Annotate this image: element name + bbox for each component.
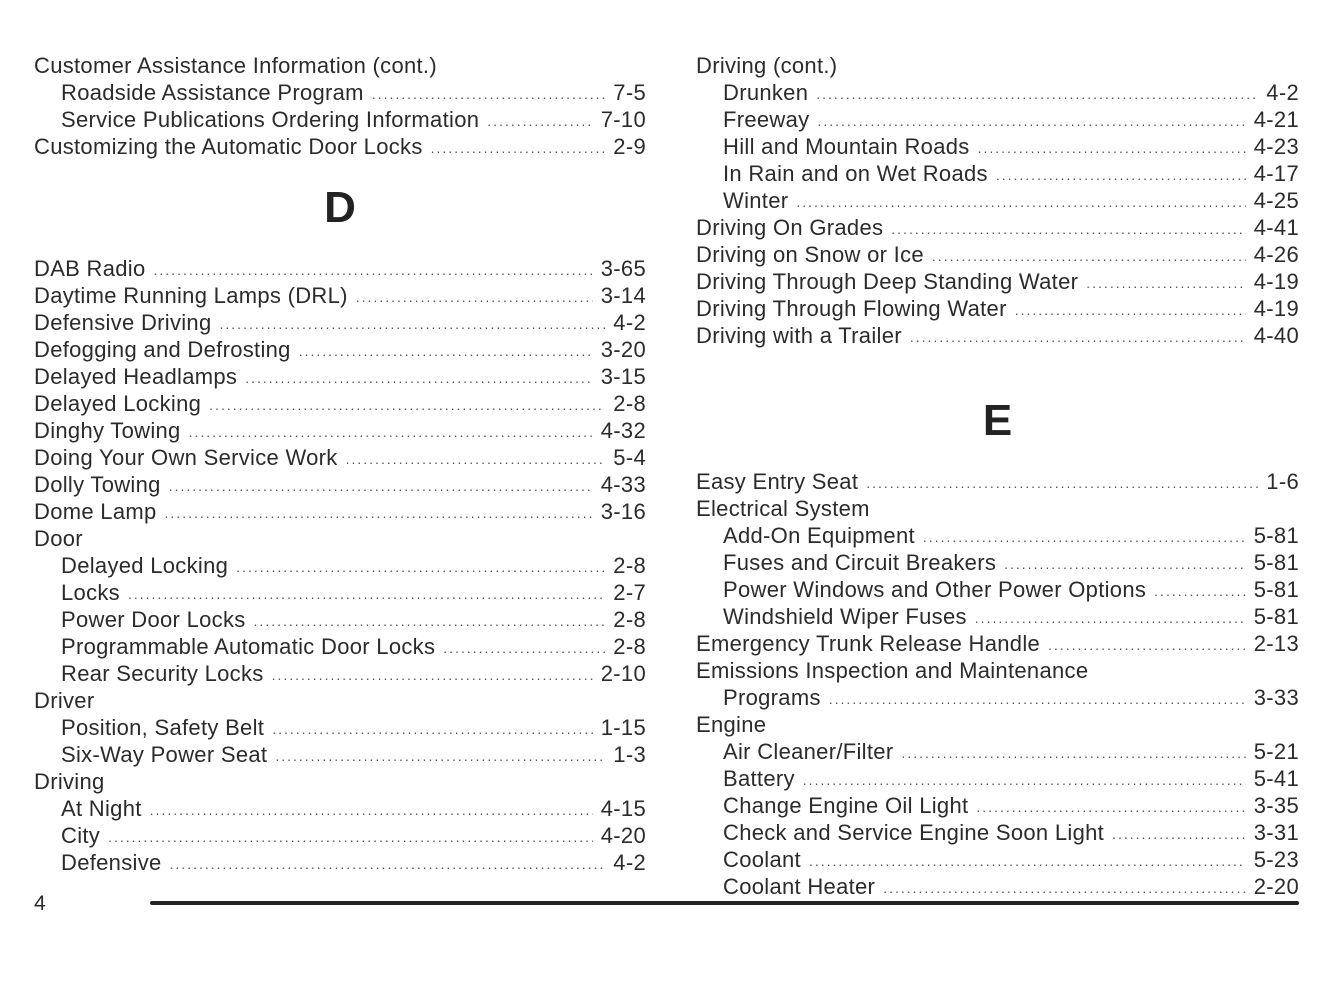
leader-dots: [154, 257, 593, 284]
index-subentry: [696, 684, 1299, 711]
index-subentry: [34, 552, 646, 579]
entry-label: Programmable Automatic Door Locks: [61, 634, 436, 659]
index-entry: [696, 295, 1299, 322]
leader-dots: [346, 446, 606, 473]
index-entry: [696, 241, 1299, 268]
leader-dots: [901, 740, 1245, 767]
entry-page-ref: 3-14: [600, 283, 646, 308]
entry-label: Emergency Trunk Release Handle: [696, 631, 1041, 656]
leader-dots: [891, 216, 1245, 243]
leader-dots: [932, 243, 1246, 270]
entry-page-ref: 4-33: [600, 472, 646, 497]
entry-label: Position, Safety Belt: [61, 715, 265, 740]
leader-dots: [275, 743, 605, 770]
leader-dots: [976, 794, 1245, 821]
index-subentry: [696, 846, 1299, 873]
entry-page-ref: 2-9: [613, 134, 646, 159]
entry-page-ref: 3-35: [1253, 793, 1299, 818]
entry-label: At Night: [61, 796, 142, 821]
entry-page-ref: 4-23: [1253, 134, 1299, 159]
index-subentry: [696, 106, 1299, 133]
entry-label: Fuses and Circuit Breakers: [723, 550, 997, 575]
entry-label: Door: [34, 526, 83, 551]
entry-label: Locks: [61, 580, 120, 605]
entry-page-ref: 4-32: [600, 418, 646, 443]
leader-dots: [910, 324, 1246, 351]
index-entry: [34, 768, 646, 795]
entry-page-ref: 3-20: [600, 337, 646, 362]
index-subentry: [696, 873, 1299, 900]
leader-dots: [245, 365, 593, 392]
leader-dots: [923, 524, 1246, 551]
leader-dots: [128, 581, 605, 608]
index-subentry: [696, 576, 1299, 603]
leader-dots: [189, 419, 593, 446]
entry-page-ref: 2-8: [613, 634, 646, 659]
index-entry: [696, 268, 1299, 295]
entry-page-ref: 4-19: [1253, 296, 1299, 321]
entry-label: Coolant: [723, 847, 801, 872]
leader-dots: [254, 608, 606, 635]
index-subentry: [696, 549, 1299, 576]
entry-label: Delayed Locking: [61, 553, 229, 578]
entry-label: Defensive Driving: [34, 310, 212, 335]
page-number: 4: [34, 892, 46, 915]
entry-label: Driving: [34, 769, 105, 794]
index-subentry: [34, 714, 646, 741]
entry-label: Windshield Wiper Fuses: [723, 604, 967, 629]
entry-page-ref: 4-2: [1266, 80, 1299, 105]
leader-dots: [108, 824, 593, 851]
index-entry: [34, 390, 646, 417]
entry-label: Defogging and Defrosting: [34, 337, 291, 362]
leader-dots: [1004, 551, 1246, 578]
index-column-left: [34, 52, 646, 876]
entry-page-ref: 2-7: [613, 580, 646, 605]
entry-label: Coolant Heater: [723, 874, 876, 899]
entry-page-ref: 3-16: [600, 499, 646, 524]
entry-label: Driver: [34, 688, 95, 713]
index-entry: [34, 498, 646, 525]
index-subentry: [696, 522, 1299, 549]
index-subentry: [696, 765, 1299, 792]
entry-page-ref: 7-10: [600, 107, 646, 132]
entry-label: Dome Lamp: [34, 499, 157, 524]
index-subentry: [34, 579, 646, 606]
index-entry: [34, 336, 646, 363]
entry-page-ref: 5-81: [1253, 550, 1299, 575]
entry-label: Add-On Equipment: [723, 523, 915, 548]
leader-dots: [1154, 578, 1246, 605]
entry-label: Driving On Grades: [696, 215, 884, 240]
entry-label: Service Publications Ordering Information: [61, 107, 480, 132]
index-entry: [696, 52, 1299, 79]
index-subentry: [34, 106, 646, 133]
index-entry: [34, 525, 646, 552]
section-letter: D: [324, 183, 356, 232]
entry-page-ref: 5-4: [613, 445, 646, 470]
index-subentry: [696, 792, 1299, 819]
entry-label: In Rain and on Wet Roads: [723, 161, 988, 186]
leader-dots: [829, 686, 1246, 713]
index-entry: [34, 133, 646, 160]
entry-page-ref: 4-21: [1253, 107, 1299, 132]
index-entry: [696, 322, 1299, 349]
entry-page-ref: 3-15: [600, 364, 646, 389]
entry-page-ref: 5-81: [1253, 523, 1299, 548]
entry-label: Battery: [723, 766, 795, 791]
leader-dots: [978, 135, 1246, 162]
entry-page-ref: 4-17: [1253, 161, 1299, 186]
entry-label: Driving on Snow or Ice: [696, 242, 924, 267]
leader-dots: [803, 767, 1246, 794]
entry-label: Winter: [723, 188, 789, 213]
entry-label: Six-Way Power Seat: [61, 742, 268, 767]
entry-label: Driving Through Flowing Water: [696, 296, 1007, 321]
index-entry: [34, 444, 646, 471]
entry-page-ref: 4-15: [600, 796, 646, 821]
entry-label: Emissions Inspection and Maintenance: [696, 658, 1089, 683]
leader-dots: [299, 338, 593, 365]
leader-dots: [372, 81, 605, 108]
index-subentry: [34, 795, 646, 822]
entry-page-ref: 5-41: [1253, 766, 1299, 791]
index-entry: [696, 214, 1299, 241]
entry-label: Freeway: [723, 107, 810, 132]
leader-dots: [1048, 632, 1246, 659]
section-letter: E: [982, 396, 1013, 445]
index-entry: [34, 255, 646, 282]
entry-page-ref: 3-31: [1253, 820, 1299, 845]
entry-label: Delayed Headlamps: [34, 364, 238, 389]
index-entry: [696, 495, 1299, 522]
leader-dots: [1015, 297, 1246, 324]
footer-rule: [150, 901, 1299, 905]
entry-page-ref: 4-40: [1253, 323, 1299, 348]
entry-page-ref: 4-26: [1253, 242, 1299, 267]
entry-label: Daytime Running Lamps (DRL): [34, 283, 348, 308]
leader-dots: [272, 662, 593, 689]
entry-label: Easy Entry Seat: [696, 469, 859, 494]
index-subentry: [34, 79, 646, 106]
leader-dots: [356, 284, 593, 311]
entry-label: Driving (cont.): [696, 53, 838, 78]
leader-dots: [487, 108, 592, 135]
entry-label: Driving Through Deep Standing Water: [696, 269, 1079, 294]
leader-dots: [170, 851, 606, 878]
index-subentry: [34, 660, 646, 687]
entry-page-ref: 3-65: [600, 256, 646, 281]
entry-label: Power Windows and Other Power Options: [723, 577, 1147, 602]
leader-dots: [443, 635, 605, 662]
entry-page-ref: 4-2: [613, 850, 646, 875]
entry-page-ref: 2-13: [1253, 631, 1299, 656]
entry-page-ref: 2-20: [1253, 874, 1299, 899]
leader-dots: [996, 162, 1246, 189]
entry-label: Customizing the Automatic Door Locks: [34, 134, 423, 159]
index-subentry: [696, 738, 1299, 765]
leader-dots: [883, 875, 1246, 902]
index-entry: [34, 417, 646, 444]
entry-page-ref: 5-81: [1253, 577, 1299, 602]
entry-label: Dinghy Towing: [34, 418, 181, 443]
entry-label: Check and Service Engine Soon Light: [723, 820, 1105, 845]
index-entry: [34, 363, 646, 390]
entry-page-ref: 2-8: [613, 391, 646, 416]
entry-label: Drunken: [723, 80, 809, 105]
entry-label: Programs: [723, 685, 821, 710]
leader-dots: [975, 605, 1246, 632]
leader-dots: [165, 500, 593, 527]
index-entry: [34, 309, 646, 336]
entry-page-ref: 4-25: [1253, 188, 1299, 213]
leader-dots: [796, 189, 1245, 216]
leader-dots: [272, 716, 593, 743]
entry-label: Electrical System: [696, 496, 870, 521]
entry-label: Driving with a Trailer: [696, 323, 902, 348]
leader-dots: [209, 392, 605, 419]
entry-label: DAB Radio: [34, 256, 146, 281]
entry-label: Rear Security Locks: [61, 661, 264, 686]
entry-page-ref: 5-21: [1253, 739, 1299, 764]
leader-dots: [809, 848, 1246, 875]
entry-label: City: [61, 823, 101, 848]
index-entry: [696, 657, 1299, 684]
entry-page-ref: 2-10: [600, 661, 646, 686]
entry-page-ref: 5-81: [1253, 604, 1299, 629]
index-entry: [34, 282, 646, 309]
index-subentry: [696, 187, 1299, 214]
leader-dots: [1086, 270, 1246, 297]
leader-dots: [866, 470, 1258, 497]
entry-page-ref: 2-8: [613, 553, 646, 578]
index-subentry: [34, 822, 646, 849]
entry-page-ref: 3-33: [1253, 685, 1299, 710]
index-subentry: [34, 849, 646, 876]
index-subentry: [34, 606, 646, 633]
leader-dots: [236, 554, 605, 581]
entry-label: Delayed Locking: [34, 391, 202, 416]
entry-page-ref: 1-3: [613, 742, 646, 767]
index-entry: [34, 52, 646, 79]
entry-label: Hill and Mountain Roads: [723, 134, 970, 159]
index-column-right: [696, 52, 1299, 900]
entry-page-ref: 2-8: [613, 607, 646, 632]
index-entry: [696, 630, 1299, 657]
leader-dots: [169, 473, 593, 500]
index-subentry: [696, 160, 1299, 187]
section-spacer: [696, 349, 1299, 373]
entry-label: Engine: [696, 712, 767, 737]
leader-dots: [1112, 821, 1246, 848]
index-subentry: [34, 741, 646, 768]
entry-page-ref: 1-6: [1266, 469, 1299, 494]
index-subentry: [696, 79, 1299, 106]
leader-dots: [150, 797, 593, 824]
index-subentry: [34, 633, 646, 660]
entry-label: Air Cleaner/Filter: [723, 739, 894, 764]
entry-page-ref: 4-19: [1253, 269, 1299, 294]
leader-dots: [220, 311, 606, 338]
entry-label: Doing Your Own Service Work: [34, 445, 338, 470]
entry-label: Dolly Towing: [34, 472, 161, 497]
index-entry: [34, 471, 646, 498]
entry-label: Defensive: [61, 850, 162, 875]
entry-page-ref: 1-15: [600, 715, 646, 740]
entry-page-ref: 4-41: [1253, 215, 1299, 240]
entry-label: Roadside Assistance Program: [61, 80, 364, 105]
entry-page-ref: 4-2: [613, 310, 646, 335]
index-subentry: [696, 603, 1299, 630]
index-entry: [34, 687, 646, 714]
entry-page-ref: 5-23: [1253, 847, 1299, 872]
leader-dots: [816, 81, 1258, 108]
entry-label: Change Engine Oil Light: [723, 793, 969, 818]
index-entry: [696, 711, 1299, 738]
index-subentry: [696, 133, 1299, 160]
index-entry: [696, 468, 1299, 495]
entry-page-ref: 4-20: [600, 823, 646, 848]
index-subentry: [696, 819, 1299, 846]
entry-page-ref: 7-5: [613, 80, 646, 105]
entry-label: Power Door Locks: [61, 607, 246, 632]
leader-dots: [817, 108, 1245, 135]
entry-label: Customer Assistance Information (cont.): [34, 53, 437, 78]
leader-dots: [431, 135, 606, 162]
